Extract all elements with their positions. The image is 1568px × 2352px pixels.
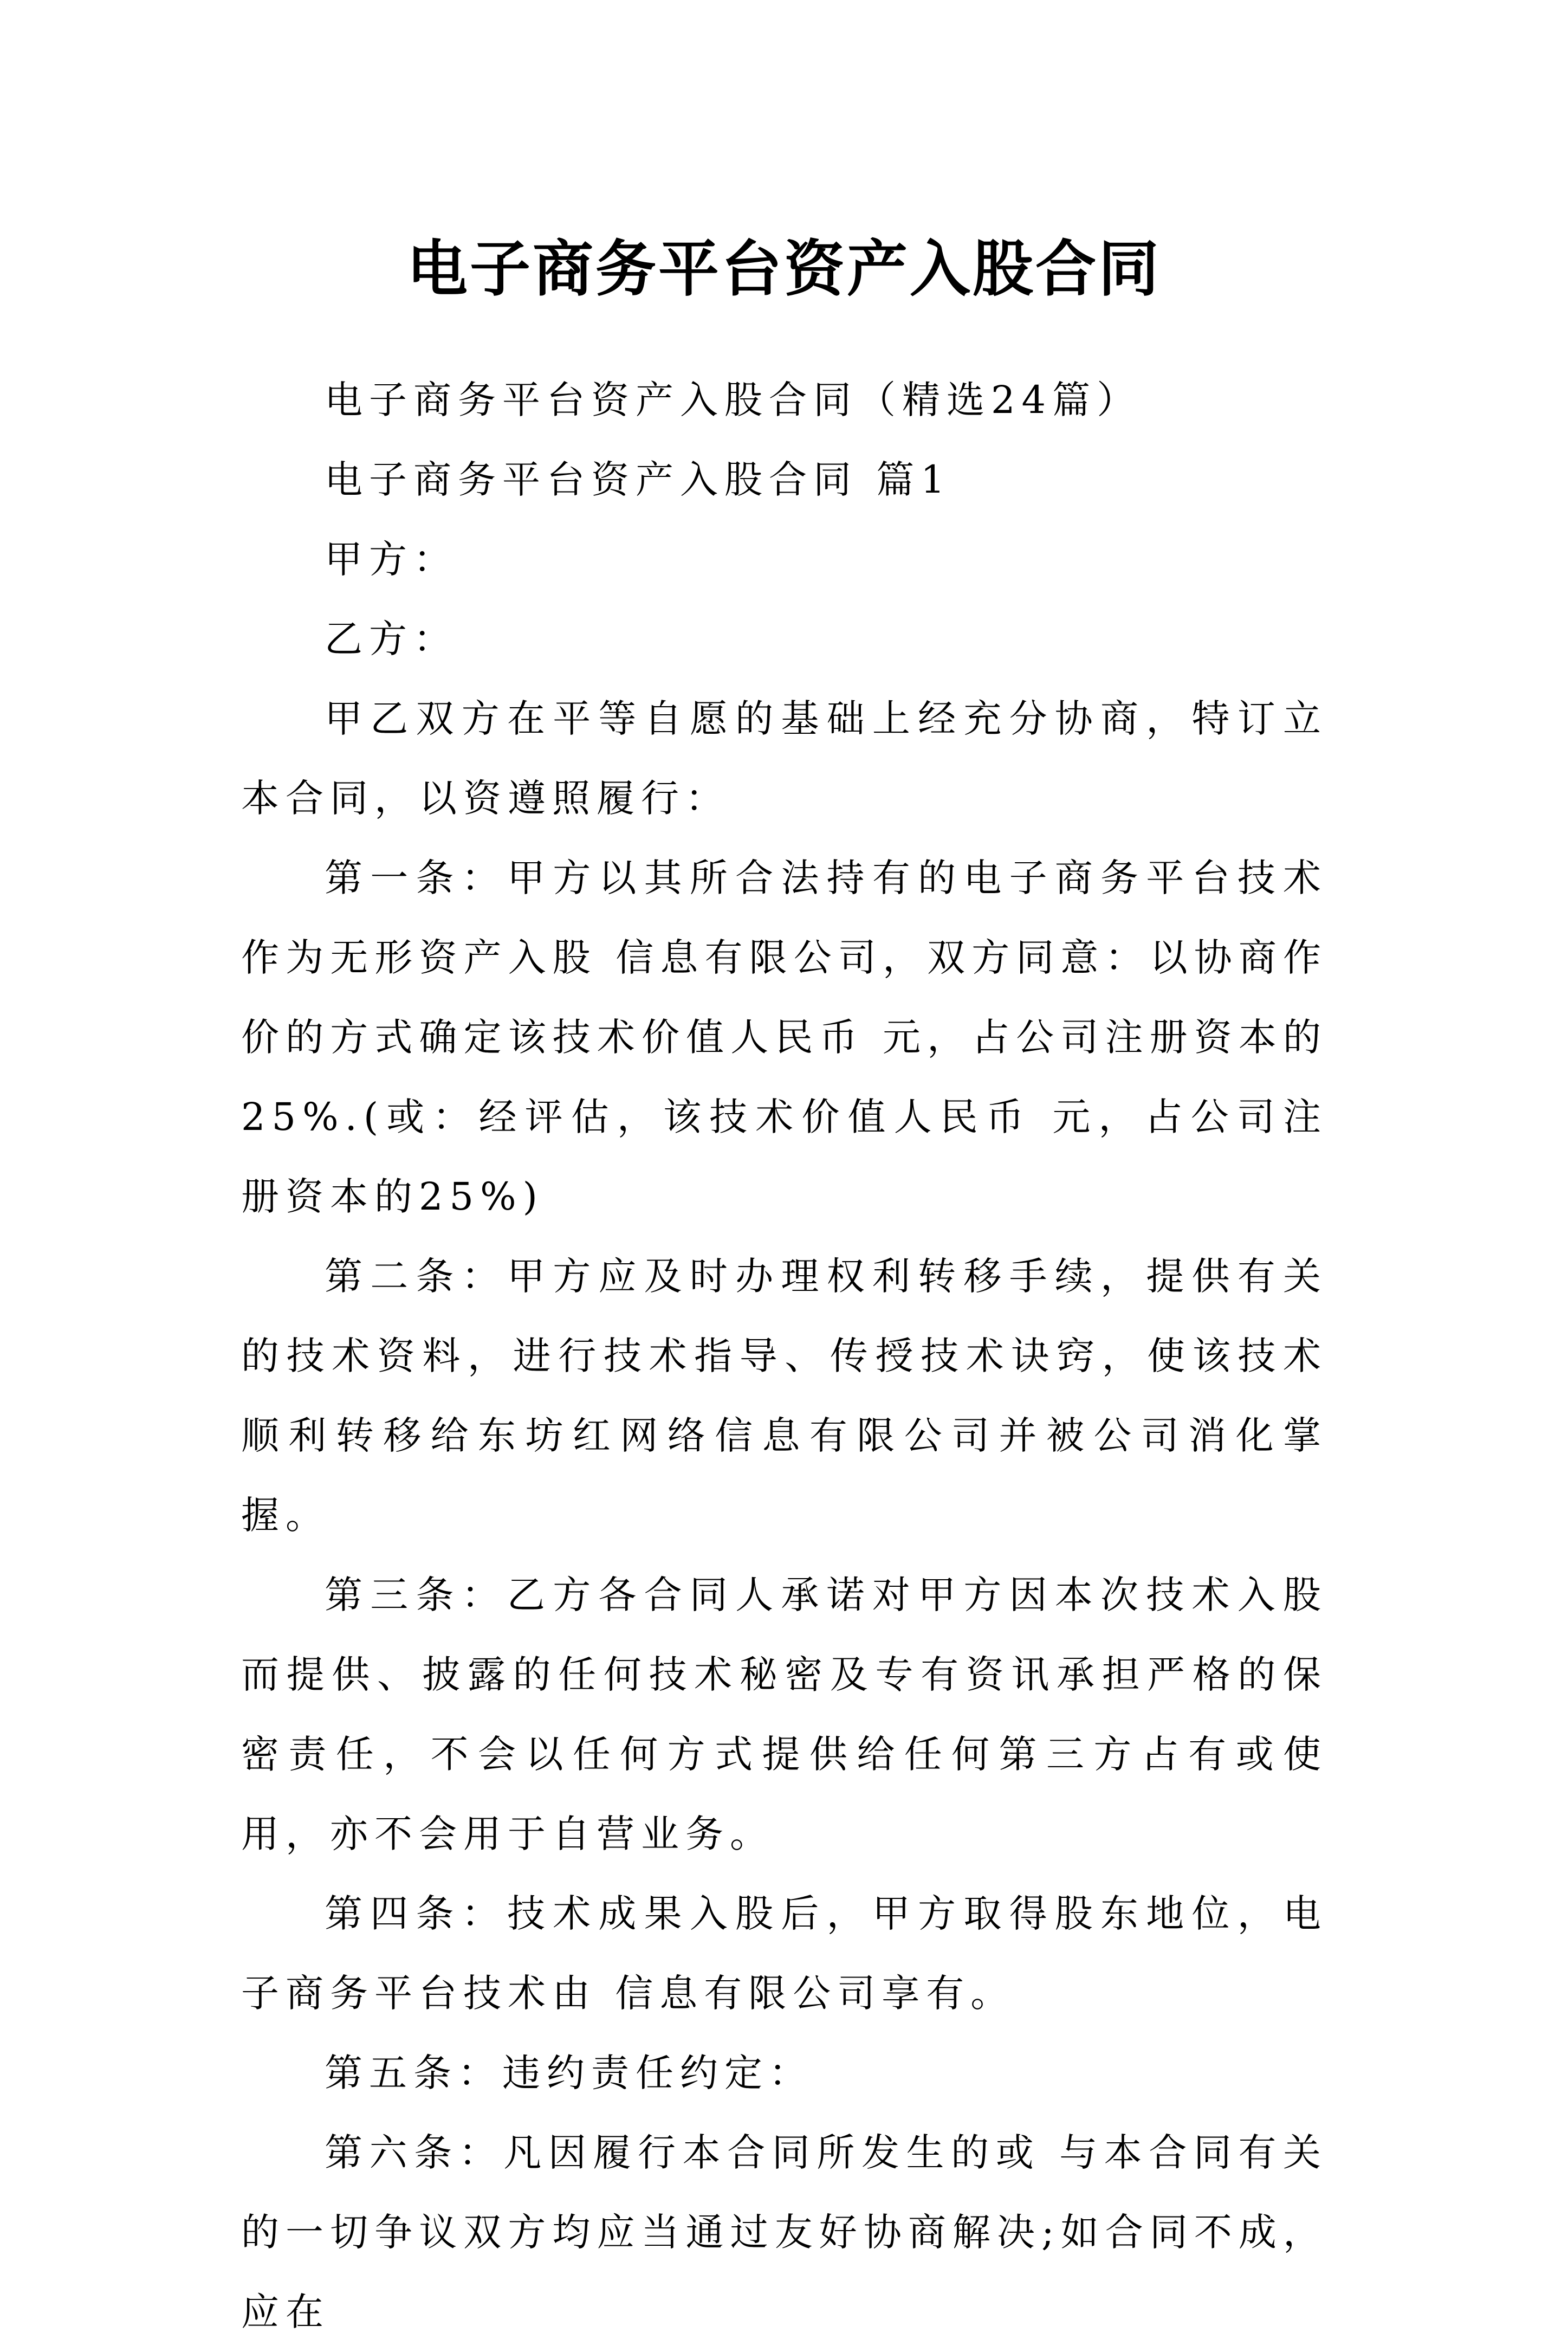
paragraph-preamble: 甲乙双方在平等自愿的基础上经充分协商，特订立本合同，以资遵照履行：: [241, 696, 1327, 820]
paragraph-party-a: 甲方：: [325, 537, 458, 581]
paragraph-party-b: 乙方：: [325, 617, 458, 661]
paragraph-article-2: 第二条：甲方应及时办理权利转移手续，提供有关的技术资料，进行技术指导、传授技术诀窍，使该技术顺利转移给东坊红网络信息有限公司并被公司消化掌握。: [241, 1254, 1327, 1537]
paragraph-article-4: 第四条：技术成果入股后，甲方取得股东地位，电子商务平台技术由 信息有限公司享有。: [241, 1891, 1327, 2015]
paragraph-article-5: 第五条：违约责任约定：: [325, 2051, 813, 2095]
paragraph-section-heading: 电子商务平台资产入股合同 篇1: [325, 457, 951, 502]
paragraph-article-3: 第三条：乙方各合同人承诺对甲方因本次技术入股而提供、披露的任何技术秘密及专有资讯承担严格的保密责任，不会以任何方式提供给任何第三方占有或使用，亦不会用于自营业务。: [241, 1573, 1327, 1856]
document-body: [241, 360, 1327, 2352]
paragraph-article-1: 第一条：甲方以其所合法持有的电子商务平台技术作为无形资产入股 信息有限公司，双方同意：以协商作价的方式确定该技术价值人民币 元，占公司注册资本的25%.(或：经评估，该技术价值人民币 元，占公司注册资本的25%): [241, 856, 1327, 1219]
paragraph-subtitle: 电子商务平台资产入股合同（精选24篇）: [325, 378, 1142, 422]
document-title: 电子商务平台资产入股合同: [407, 234, 1161, 305]
paragraph-article-6: 第六条：凡因履行本合同所发生的或 与本合同有关的一切争议双方均应当通过友好协商解决;如合同不成，应在: [241, 2130, 1327, 2334]
